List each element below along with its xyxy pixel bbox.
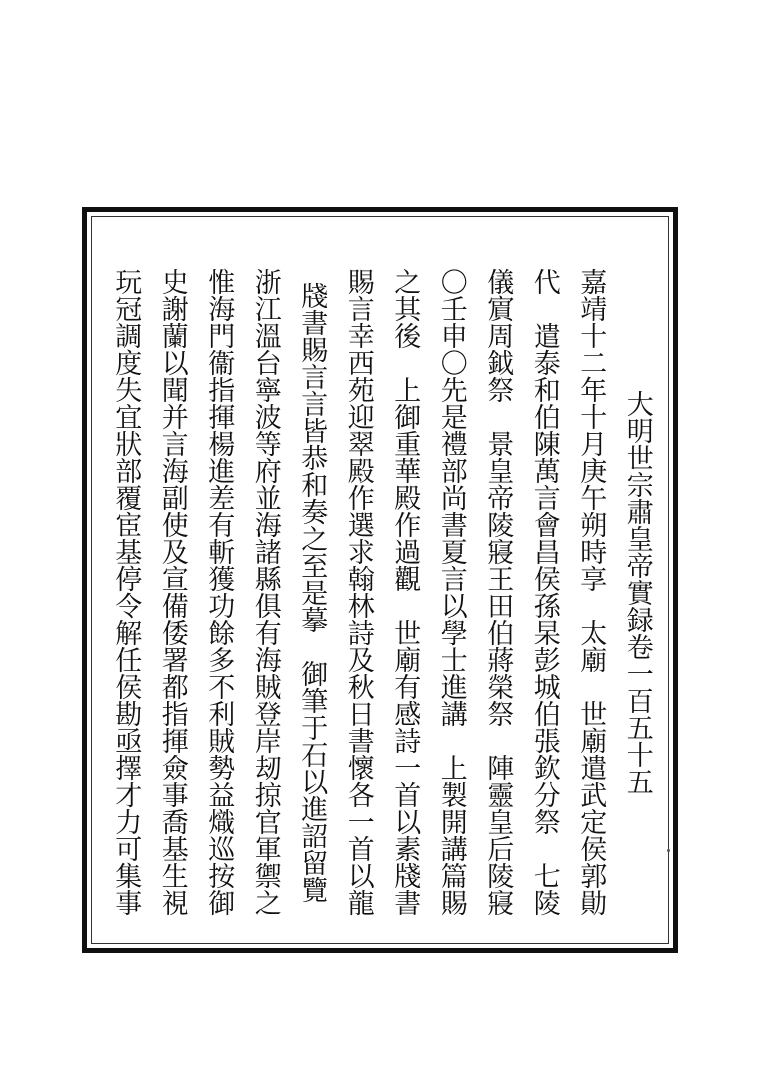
text-column-9: 浙江溫台寧波等府並海諸縣俱有海賊登岸刼掠官軍禦之 [249,268,281,916]
scan-speck [667,849,670,852]
text-column-1: 大明世宗肅皇帝實録卷一百五十五 [621,389,653,795]
text-column-6: 之其後 上御重華殿作過觀 世廟有感詩一首以素牋書 [389,268,421,916]
text-column-12: 玩冠調度失宜狀部覆宦基停令解任侯勘亟擇才力可集事 [110,268,142,916]
text-column-4: 儀賔周鉞祭 景皇帝陵寢王田伯蔣榮祭 陣靈皇后陵寢 [482,268,514,916]
text-column-2: 嘉靖十二年十月庚午朔時享 太廟 世廟遣武定侯郭勛 [575,268,607,916]
text-column-8: 牋書賜言言皆恭和奏之至是摹 御筆于石以進詔留覽 [296,281,328,903]
text-column-5: 〇壬申〇先是禮部尚書夏言以學士進講 上製開講篇賜 [435,268,467,916]
text-column-3: 代 遣泰和伯陳萬言會昌侯孫杲彭城伯張欽分祭 七陵 [528,268,560,916]
text-column-7: 賜言幸西苑迎翠殿作選求翰林詩及秋日書懷各一首以龍 [342,268,374,916]
text-column-11: 史謝蘭以聞并言海副使及宣備倭署都指揮僉事喬基生視 [156,268,188,916]
page-border [82,207,678,953]
text-column-10: 惟海門衞指揮楊進差有斬獲功餘多不利賊勢益熾巡按御 [203,268,235,916]
